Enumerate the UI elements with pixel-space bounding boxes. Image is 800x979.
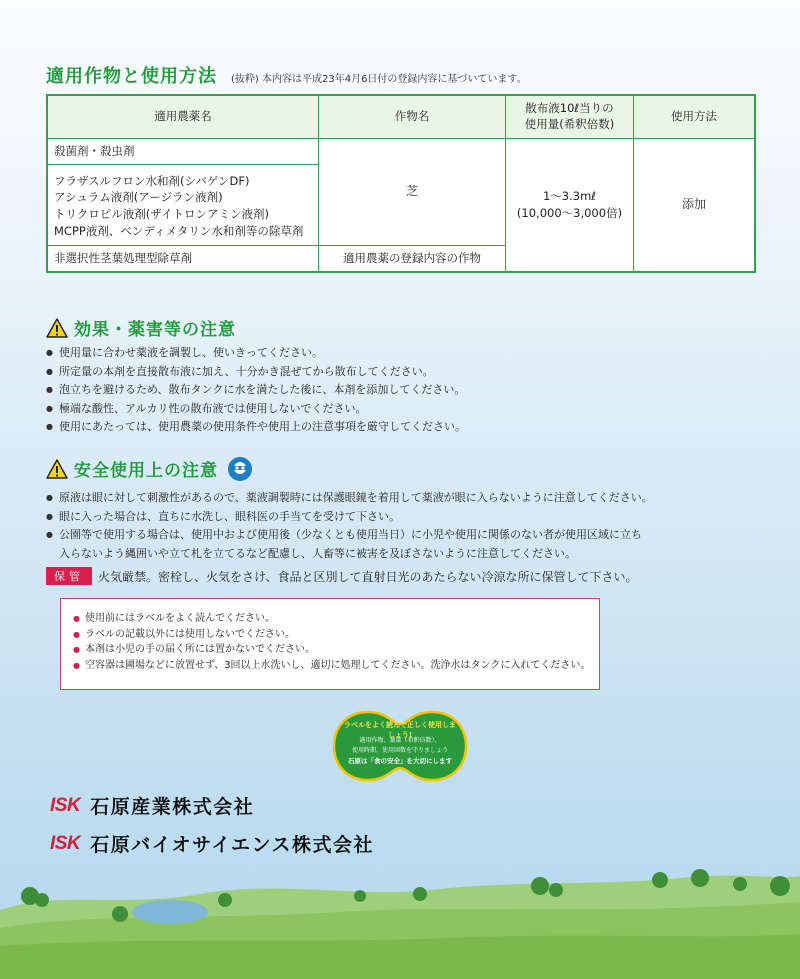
isk-logo: ISK <box>50 794 81 816</box>
header-amount <box>506 95 634 139</box>
list-item: ● 極端な酸性、アルカリ性の散布液では使用しないでください。 <box>46 400 466 419</box>
pesticide-item: MCPP液剤、ベンディメタリン水和剤等の除草剤 <box>54 223 304 238</box>
safety-section-header <box>46 456 252 481</box>
storage-label: 保管 <box>46 567 92 585</box>
crop-cell: 芝 <box>319 139 506 246</box>
list-item: ● 泡立ちを避けるため、散布タンクに水を満たした後に、本剤を添加してください。 <box>46 381 466 400</box>
effect-section-header <box>46 315 236 340</box>
safety-badge <box>330 708 470 784</box>
list-item: ● 使用にあたっては、使用農薬の使用条件や使用上の注意事項を厳守してください。 <box>46 418 466 437</box>
badge-line3: 石原は「食の安全」を大切にします <box>348 757 452 765</box>
list-item: ● 眼に入った場合は、直ちに水洗し、眼科医の手当てを受けて下さい。 <box>46 508 653 527</box>
row3-pesticide: 非選択性茎葉処理型除草剤 <box>47 246 319 272</box>
company-name-1: 石原産業株式会社 <box>90 796 255 818</box>
table-header-row <box>47 95 755 139</box>
registration-note: (抜粋) 本内容は平成23年4月6日付の登録内容に基づいています。 <box>231 74 527 85</box>
usage-section-title: 適用作物と使用方法 <box>46 66 217 87</box>
pesticide-item: アシュラム液剤(アージラン液剤) <box>54 190 223 205</box>
table-row <box>47 139 755 165</box>
pesticide-item: フラザスルフロン水和剤(シバゲンDF) <box>54 173 250 188</box>
company-row-1 <box>50 792 254 819</box>
badge-line2: 使用時期、使用回数を守りましょう <box>351 747 448 754</box>
list-item: ● 所定量の本剤を直接散布液に加え、十分かき混ぜてから散布してください。 <box>46 363 466 382</box>
amount-cell <box>506 139 634 273</box>
badge-title: ラベルをよく読んで正しく使用しましょう! <box>344 721 456 739</box>
list-item: ● 使用前にはラベルをよく読んでください。 <box>73 611 587 627</box>
header-crop: 作物名 <box>319 95 506 139</box>
dilution-value: (10,000～3,000倍) <box>516 206 623 221</box>
goggles-icon <box>228 457 252 481</box>
row1-pesticide: 殺菌剤・殺虫剤 <box>47 139 319 165</box>
list-item-continued: 入らないよう縄囲いや立て札を立てるなど配慮し、人畜等に被害を及ぼさないように注意してください。 <box>59 546 576 560</box>
header-amount-line2: 使用量(希釈倍数) <box>524 117 615 131</box>
isk-logo: ISK <box>50 832 81 854</box>
effect-caution-list <box>46 344 466 437</box>
row2-pesticides <box>47 164 319 246</box>
list-item: ● 使用量に合わせ薬液を調製し、使いきってください。 <box>46 344 466 363</box>
usage-table <box>46 94 756 273</box>
landscape-illustration <box>0 850 800 979</box>
pesticide-item: トリクロピル液剤(ザイトロンアミン液剤) <box>54 207 269 222</box>
list-item: ● 公園等で使用する場合は、使用中および使用後（少なくとも使用当日）に小児や使用に関係のない者が使用区域に立ち <box>46 526 653 545</box>
usage-section-header <box>46 62 527 88</box>
company-name-2: 石原バイオサイエンス株式会社 <box>90 834 374 856</box>
label-caution-box <box>60 598 600 690</box>
warning-icon <box>46 459 68 479</box>
amount-value: 1～3.3mℓ <box>542 189 597 204</box>
storage-text: 火気厳禁。密栓し、火気をさけ、食品と区別して直射日光のあたらない冷涼な所に保管して下さい。 <box>98 569 638 584</box>
warning-icon <box>46 318 68 338</box>
effect-section-title: 効果・薬害等の注意 <box>74 320 236 340</box>
list-item: ● 原液は眼に対して刺激性があるので、薬液調製時には保護眼鏡を着用して薬液が眼に入らないように注意してください。 <box>46 489 653 508</box>
method-cell: 添加 <box>634 139 756 273</box>
badge-line1: 適用作物、薬量（希釈倍数）、 <box>359 737 441 744</box>
safety-caution-list <box>46 489 653 563</box>
safety-section-title: 安全使用上の注意 <box>74 461 218 481</box>
list-item: ● 本剤は小児の手の届く所には置かないでください。 <box>73 642 587 658</box>
list-item: ● 空容器は圃場などに放置せず、3回以上水洗いし、適切に処理してください。洗浄水はタンクに入れてください。 <box>73 658 587 674</box>
storage-row <box>46 567 638 585</box>
header-method: 使用方法 <box>634 95 756 139</box>
list-item: ● ラベルの記載以外には使用しないでください。 <box>73 627 587 643</box>
header-amount-line1: 散布液10ℓ当りの <box>525 101 614 116</box>
row3-crop: 適用農薬の登録内容の作物 <box>319 246 506 272</box>
header-pesticide: 適用農薬名 <box>47 95 319 139</box>
